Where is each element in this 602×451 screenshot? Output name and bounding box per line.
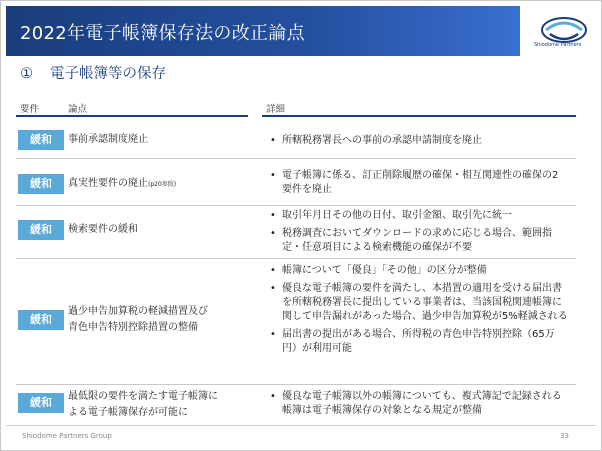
detail-item: • 帳簿について「優良」「その他」の区分が整備	[268, 264, 568, 278]
header-underline-right	[262, 115, 576, 117]
details-list	[268, 169, 568, 201]
relaxation-tag: 緩和	[18, 310, 64, 330]
relaxation-tag: 緩和	[18, 174, 64, 194]
detail-item: • 電子帳簿に係る、訂正削除履歴の確保・相互関連性の確保の2要件を廃止	[268, 169, 568, 197]
footer-divider	[6, 425, 596, 426]
column-header-requirement: 要件	[20, 104, 40, 115]
column-header-issue: 論点	[68, 104, 88, 115]
detail-item: • 優良な電子帳簿以外の帳簿についても、複式簿記で記録される帳簿は電子帳簿保存の対象となる規定が整備	[268, 390, 568, 418]
logo-text: Shiodome Partners	[534, 42, 582, 48]
section-title	[20, 62, 166, 83]
relaxation-tag: 緩和	[18, 220, 64, 240]
issue-line: 過少申告加算税の軽減措置及び	[68, 306, 208, 317]
detail-item: • 所轄税務署長への事前の承認申請制度を廃止	[268, 134, 568, 148]
details-list	[268, 134, 568, 152]
table-row	[16, 159, 576, 205]
issue-text-main: 真実性要件の廃止	[68, 178, 148, 189]
section-title-text: 電子帳簿等の保存	[50, 66, 166, 82]
details-list	[268, 209, 568, 259]
column-header-details: 詳細	[266, 104, 286, 115]
shiodome-partners-logo-icon	[532, 14, 596, 54]
table-row	[16, 206, 576, 258]
slide-title: 2022年電子帳簿保存法の改正論点	[20, 23, 305, 44]
relaxation-tag: 緩和	[18, 130, 64, 150]
issue-text	[68, 304, 208, 336]
detail-item: • 取引年月日その他の日付、取引金額、取引先に統一	[268, 209, 568, 223]
table-row	[16, 385, 576, 425]
table-row	[16, 118, 576, 158]
issue-line: 最低限の要件を満たす電子帳簿に	[68, 391, 218, 402]
issue-note: (p20参照)	[148, 181, 177, 188]
detail-item: • 優良な電子帳簿の要件を満たし、本措置の適用を受ける届出書を所轄税務署長に提出している事業者は、当該国税関連帳簿に関して申告漏れがあった場合、過少申告加算税が5%軽減される	[268, 282, 568, 324]
issue-line: よる電子帳簿保存が可能に	[68, 407, 188, 418]
header-underline-left	[16, 115, 248, 117]
issue-text: 検索要件の緩和	[68, 224, 138, 235]
header-bar	[6, 6, 520, 56]
section-number: ①	[20, 66, 33, 82]
table-row	[16, 259, 576, 384]
issue-text	[68, 176, 176, 193]
relaxation-tag: 緩和	[18, 393, 64, 413]
issue-line: 青色申告特別控除措置の整備	[68, 322, 198, 333]
detail-item: • 税務調査においてダウンロードの求めに応じる場合、範囲指定・任意項目による検索機能の確保が不要	[268, 227, 568, 255]
details-list	[268, 264, 568, 360]
issue-text: 事前承認制度廃止	[68, 134, 148, 145]
issue-text	[68, 389, 218, 421]
footer-company: Shiodome Partners Group	[22, 432, 112, 440]
details-list	[268, 390, 568, 422]
page-number: 33	[560, 432, 569, 440]
detail-item: • 届出書の提出がある場合、所得税の青色申告特別控除（65万円）が利用可能	[268, 328, 568, 356]
